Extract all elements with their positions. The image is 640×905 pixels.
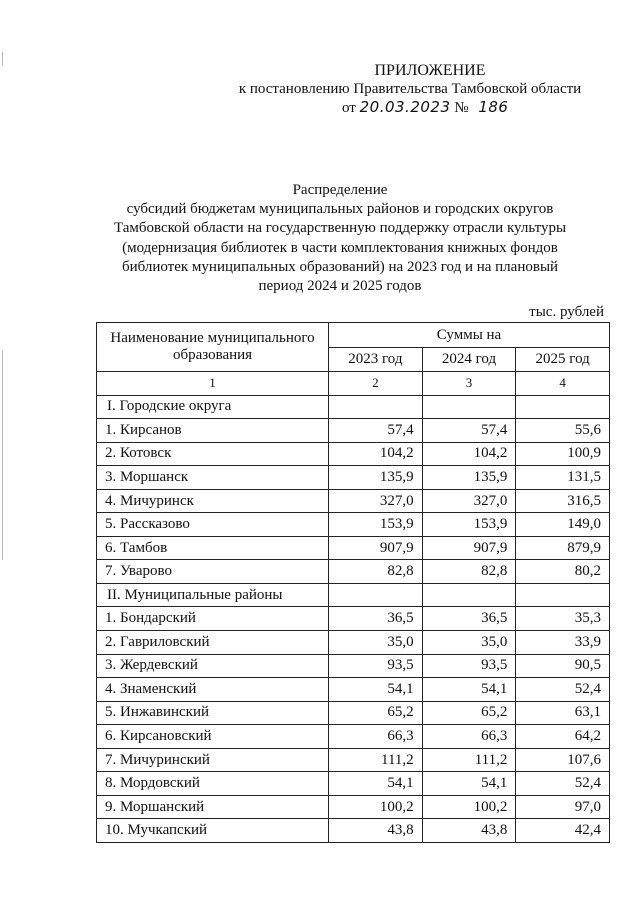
amount-2025: 131,5	[516, 466, 610, 490]
table-row	[97, 795, 610, 819]
amount-2025: 149,0	[516, 513, 610, 537]
scan-edge-mark	[2, 350, 3, 560]
municipality-name: 5. Инжавинский	[97, 701, 329, 725]
municipality-name: 2. Котовск	[97, 442, 329, 466]
amount-2025: 52,4	[516, 678, 610, 702]
appendix-decree-line: к постановлению Правительства Тамбовской области	[238, 81, 582, 97]
municipality-name: 10. Мучкапский	[97, 819, 329, 843]
table-body	[97, 395, 610, 842]
table-row	[97, 466, 610, 490]
decree-number: 186	[478, 98, 509, 116]
table-row	[97, 419, 610, 443]
amount-2023: 54,1	[329, 772, 423, 796]
municipality-name: 9. Моршанский	[97, 795, 329, 819]
table-row	[97, 654, 610, 678]
table-row	[97, 442, 610, 466]
amount-2025: 35,3	[516, 607, 610, 631]
table-row	[97, 560, 610, 584]
decree-date: 20.03.2023	[359, 98, 451, 116]
section-label: II. Муниципальные районы	[97, 583, 329, 607]
table-row	[97, 489, 610, 513]
title-line: Распределение	[292, 182, 388, 198]
amount-2024: 327,0	[422, 489, 516, 513]
amount-2024: 104,2	[422, 442, 516, 466]
title-line: субсидий бюджетам муниципальных районов и городских округов	[126, 201, 554, 218]
table-row	[97, 772, 610, 796]
amount-2023: 65,2	[329, 701, 423, 725]
amount-2025: 64,2	[516, 725, 610, 749]
title-line: (модернизация библиотек в части комплектования книжных фондов	[122, 239, 558, 256]
section-label: I. Городские округа	[97, 395, 329, 419]
amount-2024: 135,9	[422, 466, 516, 490]
municipality-name: 1. Кирсанов	[97, 419, 329, 443]
column-number: 1	[97, 372, 329, 396]
section-row	[97, 395, 610, 419]
amount-2024: 111,2	[422, 748, 516, 772]
appendix-decree-ref	[220, 98, 600, 117]
amount-2024: 36,5	[422, 607, 516, 631]
from-label: от	[342, 100, 356, 116]
amount-2024: 65,2	[422, 701, 516, 725]
amount-2024: 82,8	[422, 560, 516, 584]
amount-2024: 57,4	[422, 419, 516, 443]
municipality-name: 6. Тамбов	[97, 536, 329, 560]
amount-2024: 100,2	[422, 795, 516, 819]
municipality-name: 1. Бондарский	[97, 607, 329, 631]
table-row	[97, 607, 610, 631]
amount-2023: 93,5	[329, 654, 423, 678]
amount-2024: 43,8	[422, 819, 516, 843]
amount-2024: 54,1	[422, 678, 516, 702]
appendix-header	[220, 62, 600, 117]
amount-2023: 36,5	[329, 607, 423, 631]
amount-2023: 327,0	[329, 489, 423, 513]
amount-2023	[329, 583, 423, 607]
year-header: 2025 год	[516, 348, 610, 372]
sums-column-header: Суммы на	[329, 323, 610, 348]
table-row	[97, 678, 610, 702]
amount-2025: 316,5	[516, 489, 610, 513]
scan-edge-mark	[2, 52, 3, 66]
appendix-title: ПРИЛОЖЕНИЕ	[374, 62, 486, 79]
amount-2023: 907,9	[329, 536, 423, 560]
title-line: библиотек муниципальных образований) на 2023 год и на плановый	[121, 258, 559, 275]
amount-2025: 80,2	[516, 560, 610, 584]
amount-2023: 82,8	[329, 560, 423, 584]
table-row	[97, 701, 610, 725]
municipality-name: 7. Мичуринский	[97, 748, 329, 772]
table-row	[97, 536, 610, 560]
amount-2024: 153,9	[422, 513, 516, 537]
municipality-name: 4. Знаменский	[97, 678, 329, 702]
amount-2025	[516, 583, 610, 607]
amount-2025: 63,1	[516, 701, 610, 725]
amount-2025	[516, 395, 610, 419]
amount-2024: 907,9	[422, 536, 516, 560]
amount-2024	[422, 395, 516, 419]
amount-2023: 135,9	[329, 466, 423, 490]
municipality-name: 5. Рассказово	[97, 513, 329, 537]
year-header: 2023 год	[329, 348, 423, 372]
table-row	[97, 631, 610, 655]
amount-2023: 66,3	[329, 725, 423, 749]
amount-2023: 100,2	[329, 795, 423, 819]
amount-2024: 93,5	[422, 654, 516, 678]
amount-2023: 104,2	[329, 442, 423, 466]
column-number: 3	[422, 372, 516, 396]
municipality-name: 3. Моршанск	[97, 466, 329, 490]
amount-2023: 54,1	[329, 678, 423, 702]
amount-2025: 55,6	[516, 419, 610, 443]
table-row	[97, 513, 610, 537]
number-label: №	[454, 100, 469, 116]
amount-2025: 879,9	[516, 536, 610, 560]
year-header: 2024 год	[422, 348, 516, 372]
amount-2025: 42,4	[516, 819, 610, 843]
column-number: 4	[516, 372, 610, 396]
amount-2023: 35,0	[329, 631, 423, 655]
amount-2024: 54,1	[422, 772, 516, 796]
amount-2024: 66,3	[422, 725, 516, 749]
table-row	[97, 819, 610, 843]
table-row	[97, 748, 610, 772]
amount-2023: 111,2	[329, 748, 423, 772]
document-title	[80, 181, 600, 296]
amount-2023	[329, 395, 423, 419]
amount-2024: 35,0	[422, 631, 516, 655]
amount-2023: 43,8	[329, 819, 423, 843]
distribution-table	[96, 322, 610, 843]
municipality-name: 7. Уварово	[97, 560, 329, 584]
table-row	[97, 725, 610, 749]
municipality-name: 3. Жердевский	[97, 654, 329, 678]
municipality-name: 4. Мичуринск	[97, 489, 329, 513]
amount-2025: 33,9	[516, 631, 610, 655]
amount-2023: 57,4	[329, 419, 423, 443]
amount-2025: 97,0	[516, 795, 610, 819]
title-line: период 2024 и 2025 годов	[258, 278, 422, 295]
amount-2025: 107,6	[516, 748, 610, 772]
column-number: 2	[329, 372, 423, 396]
amount-2024	[422, 583, 516, 607]
amount-2025: 100,9	[516, 442, 610, 466]
title-line: Тамбовской области на государственную поддержку отрасли культуры	[113, 220, 567, 237]
amount-2025: 90,5	[516, 654, 610, 678]
unit-label: тыс. рублей	[529, 304, 604, 320]
municipality-name: 8. Мордовский	[97, 772, 329, 796]
section-row	[97, 583, 610, 607]
amount-2025: 52,4	[516, 772, 610, 796]
amount-2023: 153,9	[329, 513, 423, 537]
municipality-name: 6. Кирсановский	[97, 725, 329, 749]
municipality-name: 2. Гавриловский	[97, 631, 329, 655]
name-column-header: Наименование муниципального образования	[97, 323, 329, 372]
